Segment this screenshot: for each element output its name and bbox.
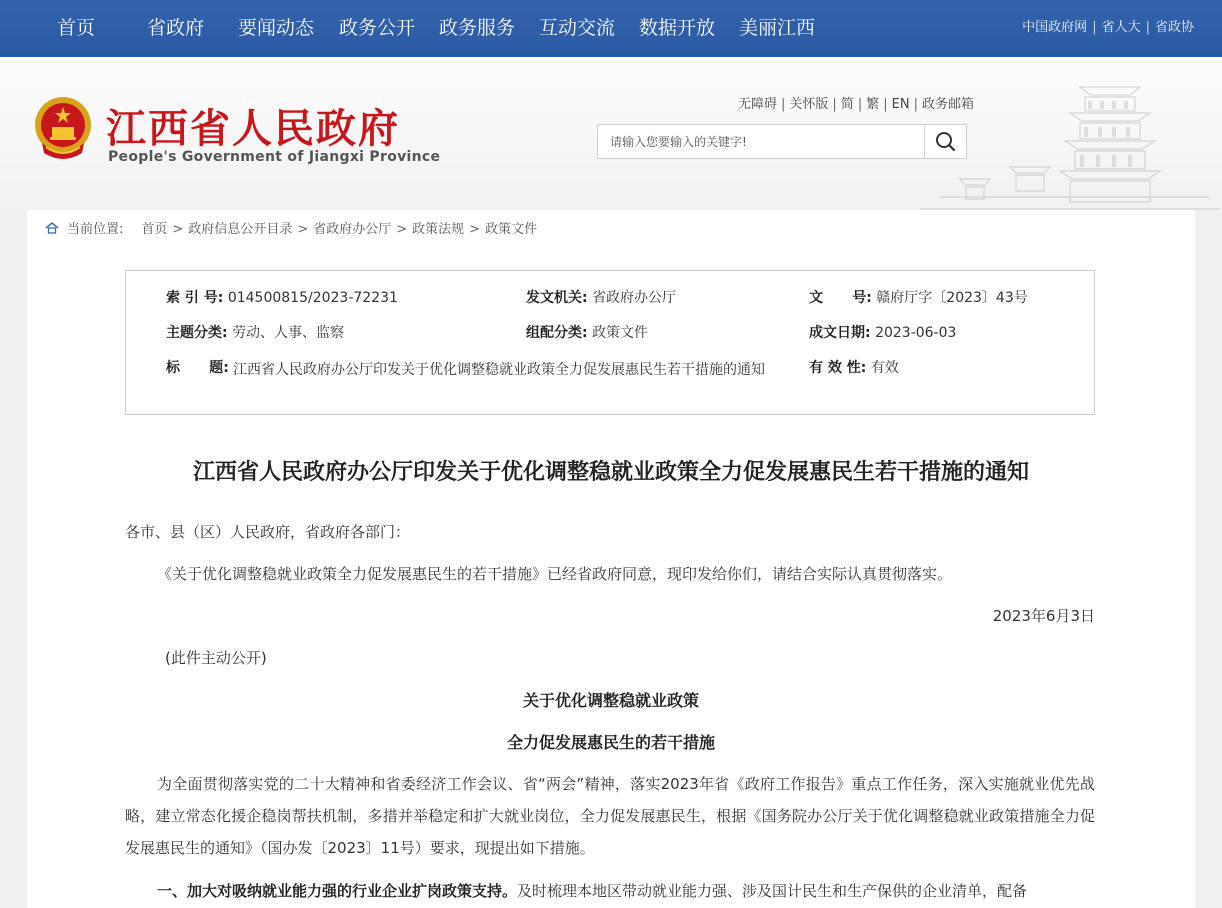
nav-item-interaction[interactable]: 互动交流: [539, 17, 616, 39]
search-box: [597, 124, 967, 159]
link-english[interactable]: EN: [891, 97, 910, 112]
meta-issuer-value: 省政府办公厅: [592, 290, 677, 306]
disclosure-note: (此件主动公开): [165, 649, 267, 667]
separator: |: [1092, 20, 1097, 35]
home-icon: [45, 222, 59, 234]
nav-item-news[interactable]: 要闻动态: [238, 17, 315, 39]
meta-docno: [809, 288, 1028, 308]
nav-item-gov-affairs-open[interactable]: 政务公开: [339, 17, 416, 39]
meta-docno-label: 文 号:: [809, 290, 872, 306]
document-salutation: 各市、县（区）人民政府，省政府各部门：: [125, 523, 411, 541]
link-china-gov[interactable]: 中国政府网: [1022, 20, 1088, 35]
separator: |: [832, 97, 837, 112]
meta-issuer: [526, 288, 676, 308]
meta-group-label: 组配分类:: [526, 325, 588, 341]
meta-topic-value: 劳动、人事、监察: [232, 325, 345, 341]
breadcrumb-item-policies-regulations[interactable]: 政策法规: [412, 222, 465, 237]
meta-date-value: 2023-06-03: [875, 325, 957, 341]
preamble-paragraph: 为全面贯彻落实党的二十大精神和省委经济工作会议、省“两会”精神，落实2023年省《政府工作报告》重点工作任务，深入实施就业优先战略，建立常态化援企稳岗帮扶机制，多措并举稳定和扩大就业岗位，全力促发展惠民生，根据《国务院办公厅关于优化调整稳就业政策措施全力促发展惠民生的通知》（国办发〔2023〕11号）要求，现提出如下措施。: [125, 775, 1095, 857]
top-nav: [0, 0, 1222, 57]
top-right-links: [1022, 0, 1194, 57]
measures-title-line2: 全力促发展惠民生的若干措施: [506, 733, 715, 752]
link-simplified[interactable]: 简: [840, 97, 854, 112]
site-subtitle: People's Government of Jiangxi Province: [108, 149, 441, 165]
measures-title-line1: 关于优化调整稳就业政策: [522, 691, 699, 710]
meta-validity-label: 有 效 性:: [809, 360, 867, 376]
meta-index-label: 索 引 号:: [166, 290, 224, 306]
breadcrumb-item-policy-documents[interactable]: 政策文件: [485, 222, 538, 237]
meta-issuer-label: 发文机关:: [526, 290, 588, 306]
link-provincial-cppcc[interactable]: 省政协: [1154, 20, 1194, 35]
meta-title-value: 江西省人民政府办公厅印发关于优化调整稳就业政策全力促发展惠民生若干措施的通知: [233, 362, 765, 378]
document-title: 江西省人民政府办公厅印发关于优化调整稳就业政策全力促发展惠民生若干措施的通知: [192, 460, 1029, 485]
utility-links: [738, 93, 974, 112]
breadcrumb-item-home[interactable]: 首页: [141, 222, 168, 237]
nav-item-gov-services[interactable]: 政务服务: [439, 17, 516, 39]
breadcrumb: [45, 220, 537, 240]
breadcrumb-item-gov-info-catalog[interactable]: 政府信息公开目录: [188, 222, 293, 237]
breadcrumb-separator: >: [297, 222, 309, 237]
breadcrumb-label: 当前位置:: [67, 222, 124, 237]
nav-item-beautiful-jiangxi[interactable]: 美丽江西: [739, 17, 816, 39]
breadcrumb-separator: >: [172, 222, 184, 237]
item-1-paragraph: [125, 875, 1095, 907]
link-traditional[interactable]: 繁: [866, 97, 880, 112]
separator: |: [1145, 20, 1150, 35]
site-header: [0, 57, 1222, 210]
nav-item-open-data[interactable]: 数据开放: [639, 17, 716, 39]
search-button[interactable]: [924, 125, 966, 158]
separator: |: [781, 97, 786, 112]
meta-docno-value: 赣府厅字〔2023〕43号: [876, 290, 1028, 306]
breadcrumb-item-gov-office[interactable]: 省政府办公厅: [313, 222, 392, 237]
meta-group: [526, 323, 648, 343]
link-care-version[interactable]: 关怀版: [789, 97, 829, 112]
breadcrumb-separator: >: [396, 222, 408, 237]
meta-date-label: 成文日期:: [809, 325, 871, 341]
document-date: 2023年6月3日: [992, 607, 1095, 625]
search-input[interactable]: [598, 125, 924, 158]
meta-topic: [166, 323, 344, 343]
document-intro: 《关于优化调整稳就业政策全力促发展惠民生的若干措施》已经省政府同意，现印发给你们，请结合实际认真贯彻落实。: [157, 565, 953, 583]
item-1-text: 及时梳理本地区带动就业能力强、涉及国计民生和生产保供的企业清单，配备: [517, 882, 1028, 900]
link-provincial-congress[interactable]: 省人大: [1101, 20, 1141, 35]
meta-topic-label: 主题分类:: [166, 325, 228, 341]
separator: |: [857, 97, 863, 112]
separator: |: [913, 97, 918, 112]
link-gov-mail[interactable]: 政务邮箱: [921, 97, 974, 112]
separator: |: [883, 97, 888, 112]
meta-title-label-cell: [166, 358, 229, 378]
meta-title-label: 标 题:: [166, 360, 229, 376]
search-icon: [925, 125, 967, 158]
meta-index-value: 014500815/2023-72231: [227, 290, 398, 306]
nav-item-province-gov[interactable]: 省政府: [147, 17, 205, 39]
meta-group-value: 政策文件: [592, 325, 649, 341]
document-metadata-box: [125, 270, 1095, 415]
national-emblem-icon: [32, 95, 94, 161]
site-title: 江西省人民政府: [106, 105, 400, 152]
meta-validity: [809, 358, 899, 378]
meta-index: [166, 288, 398, 308]
meta-date: [809, 323, 956, 343]
meta-validity-value: 有效: [870, 360, 899, 376]
link-accessibility[interactable]: 无障碍: [738, 97, 778, 112]
nav-item-home[interactable]: 首页: [57, 17, 96, 39]
content-panel: [27, 210, 1195, 908]
item-1-heading: 一、加大对吸纳就业能力强的行业企业扩岗政策支持。: [157, 882, 518, 900]
breadcrumb-separator: >: [469, 222, 481, 237]
